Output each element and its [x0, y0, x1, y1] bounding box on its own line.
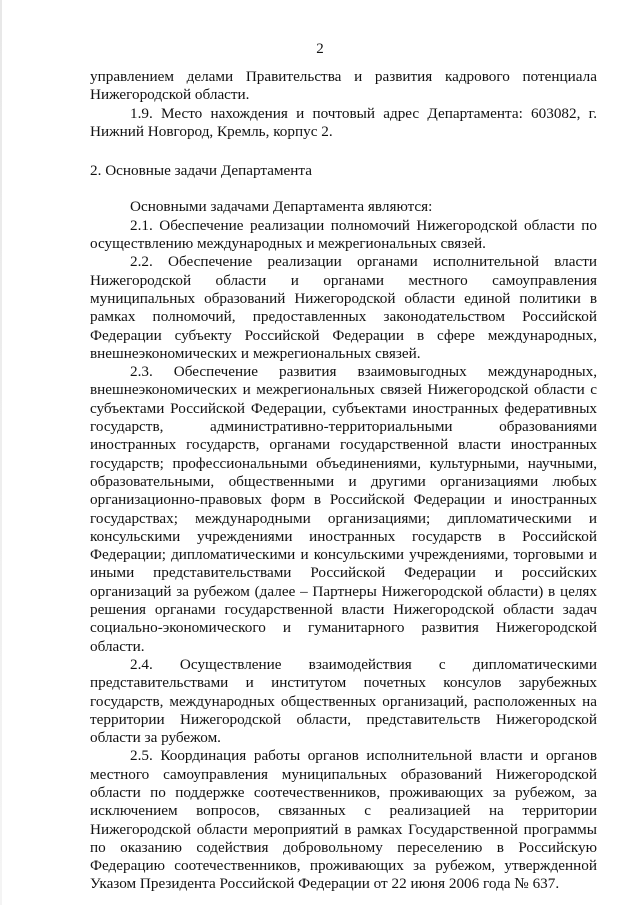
- scan-edge: [0, 0, 2, 905]
- paragraph-1-9: 1.9. Место нахождения и почтовый адрес Департамента: 603082, г. Нижний Новгород, Кремль, корпус 2.: [90, 104, 597, 140]
- paragraph-continuation: управлением делами Правительства и развития кадрового потенциала Нижегородской области.: [90, 68, 597, 104]
- document-body: [90, 68, 597, 894]
- paragraph-intro: Основными задачами Департамента являются:: [130, 198, 433, 216]
- paragraph-2-5: 2.5. Координация работы органов исполнительной власти и органов местного самоуправления муниципальных образований Нижегородской области по поддержке соотечественников, проживающих за рубежом, за исключением вопросов, связанных с реализацией на территории Нижегородской области мероприятий в рамках Государственной программы по оказанию содействия добровольному переселению в Российскую Федерацию соотечественников, проживающих за рубежом, утвержденной Указом Президента Российской Федерации от 22 июня 2006 года № 637.: [90, 747, 597, 893]
- paragraph-2-2: 2.2. Обеспечение реализации органами исполнительной власти Нижегородской области и органами местного самоуправления муниципальных образований Нижегородской области единой политики в рамках полномочий, предоставленных законодательством Российской Федерации субъекту Российской Федерации в сфере международных, внешнеэкономических и межрегиональных связей.: [90, 253, 597, 362]
- paragraph-2-4: 2.4. Осуществление взаимодействия с дипломатическими представительствами и институтом почетных консулов зарубежных государств, международных общественных организаций, расположенных на территории Нижегородской области, представительств Нижегородской области за рубежом.: [90, 655, 597, 747]
- page-number: 2: [316, 41, 324, 57]
- section-heading: 2. Основные задачи Департамента: [90, 162, 312, 180]
- paragraph-2-1: 2.1. Обеспечение реализации полномочий Нижегородской области по осуществлению международных и межрегиональных связей.: [90, 216, 597, 253]
- paragraph-2-3: 2.3. Обеспечение развития взаимовыгодных международных, внешнеэкономических и межрегиональных связей Нижегородской области с субъектами Российской Федерации, субъектами иностранных федеративных государств, административно-территориальными образованиями иностранных государств, органами государственной власти иностранных государств; профессиональными объединениями, культурными, научными, образовательными, общественными и другими организациями любых организационно-правовых форм в Российской Федерации и иностранных государствах; международными организациями; дипломатическими и консульскими учреждениями иностранных государств в Российской Федерации; дипломатическими и консульскими учреждениями, торговыми и иными представительствами Российской Федерации и российских организаций за рубежом (далее – Партнеры Нижегородской области) в целях решения органами государственной власти Нижегородской области задач социально-экономического и гуманитарного развития Нижегородской области.: [90, 363, 597, 655]
